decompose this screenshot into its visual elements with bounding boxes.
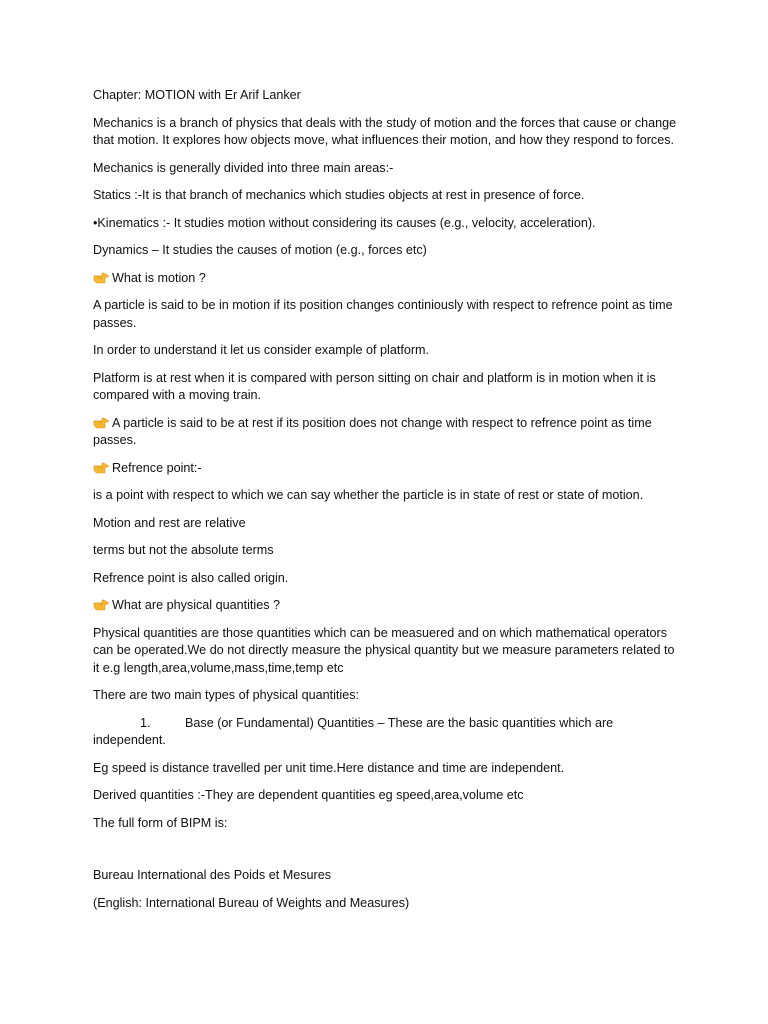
base-quantities-list-item bbox=[93, 715, 683, 750]
list-number: 1. bbox=[140, 715, 151, 730]
origin-line: Refrence point is also called origin. bbox=[93, 570, 289, 585]
pointing-hand-icon bbox=[93, 598, 109, 611]
pointing-hand-icon bbox=[93, 461, 109, 474]
platform-intro-paragraph: In order to understand it let us consider example of platform. bbox=[93, 343, 430, 357]
mechanics-intro-paragraph: Mechanics is a branch of physics that deals with the study of motion and the forces that cause or change that motion. It explores how objects move, what influences their motion, and how they respond to forces. bbox=[93, 115, 677, 147]
areas-intro-paragraph: Mechanics is generally divided into three main areas:- bbox=[93, 160, 394, 175]
pointing-hand-icon bbox=[93, 416, 109, 429]
kinematics-paragraph: •Kinematics :- It studies motion without considering its causes (e.g., velocity, acceleration). bbox=[93, 215, 596, 230]
motion-definition-paragraph: A particle is said to be in motion if its position changes continiously with respect to refrence point as time passes. bbox=[93, 298, 673, 330]
physical-quantities-heading-text: What are physical quantities ? bbox=[112, 598, 281, 612]
speed-example-paragraph: Eg speed is distance travelled per unit time.Here distance and time are independent. bbox=[93, 760, 565, 775]
pointing-hand-icon bbox=[93, 271, 109, 284]
bipm-english-paragraph: (English: International Bureau of Weights and Measures) bbox=[93, 895, 410, 910]
what-is-motion-heading bbox=[93, 270, 683, 288]
refrence-point-heading bbox=[93, 460, 683, 478]
blank-line bbox=[93, 842, 683, 867]
base-quantities-text: Base (or Fundamental) Quantities – These are the basic quantities which are independent. bbox=[93, 715, 614, 747]
bipm-question-paragraph: The full form of BIPM is: bbox=[93, 815, 228, 830]
rest-definition-paragraph bbox=[93, 415, 683, 450]
relative-line-2: terms but not the absolute terms bbox=[93, 543, 274, 557]
refrence-point-heading-text: Refrence point:- bbox=[112, 460, 202, 475]
derived-quantities-paragraph: Derived quantities :-They are dependent quantities eg speed,area,volume etc bbox=[93, 788, 524, 802]
chapter-title: Chapter: MOTION with Er Arif Lanker bbox=[93, 88, 301, 102]
rest-definition-text: A particle is said to be at rest if its position does not change with respect to refrence point as time passes. bbox=[93, 415, 652, 447]
refrence-point-definition-paragraph: is a point with respect to which we can say whether the particle is in state of rest or state of motion. bbox=[93, 488, 644, 502]
bipm-french-paragraph: Bureau International des Poids et Mesures bbox=[93, 868, 332, 882]
statics-paragraph: Statics :-It is that branch of mechanics which studies objects at rest in presence of force. bbox=[93, 188, 585, 202]
document-body bbox=[93, 87, 683, 922]
physical-quantities-heading bbox=[93, 597, 683, 615]
platform-example-paragraph: Platform is at rest when it is compared with person sitting on chair and platform is in motion when it is compared with a moving train. bbox=[93, 370, 656, 402]
dynamics-paragraph: Dynamics – It studies the causes of motion (e.g., forces etc) bbox=[93, 243, 427, 257]
physical-quantities-definition-paragraph: Physical quantities are those quantities which can be measuered and on which mathematical operators can be operated.We do not directly measure the physical quantity but we measure parameters related to it e.g length,area,volume,mass,time,temp etc bbox=[93, 625, 675, 675]
relative-line-1: Motion and rest are relative bbox=[93, 515, 246, 530]
two-types-paragraph: There are two main types of physical quantities: bbox=[93, 688, 359, 702]
what-is-motion-heading-text: What is motion ? bbox=[112, 270, 206, 285]
